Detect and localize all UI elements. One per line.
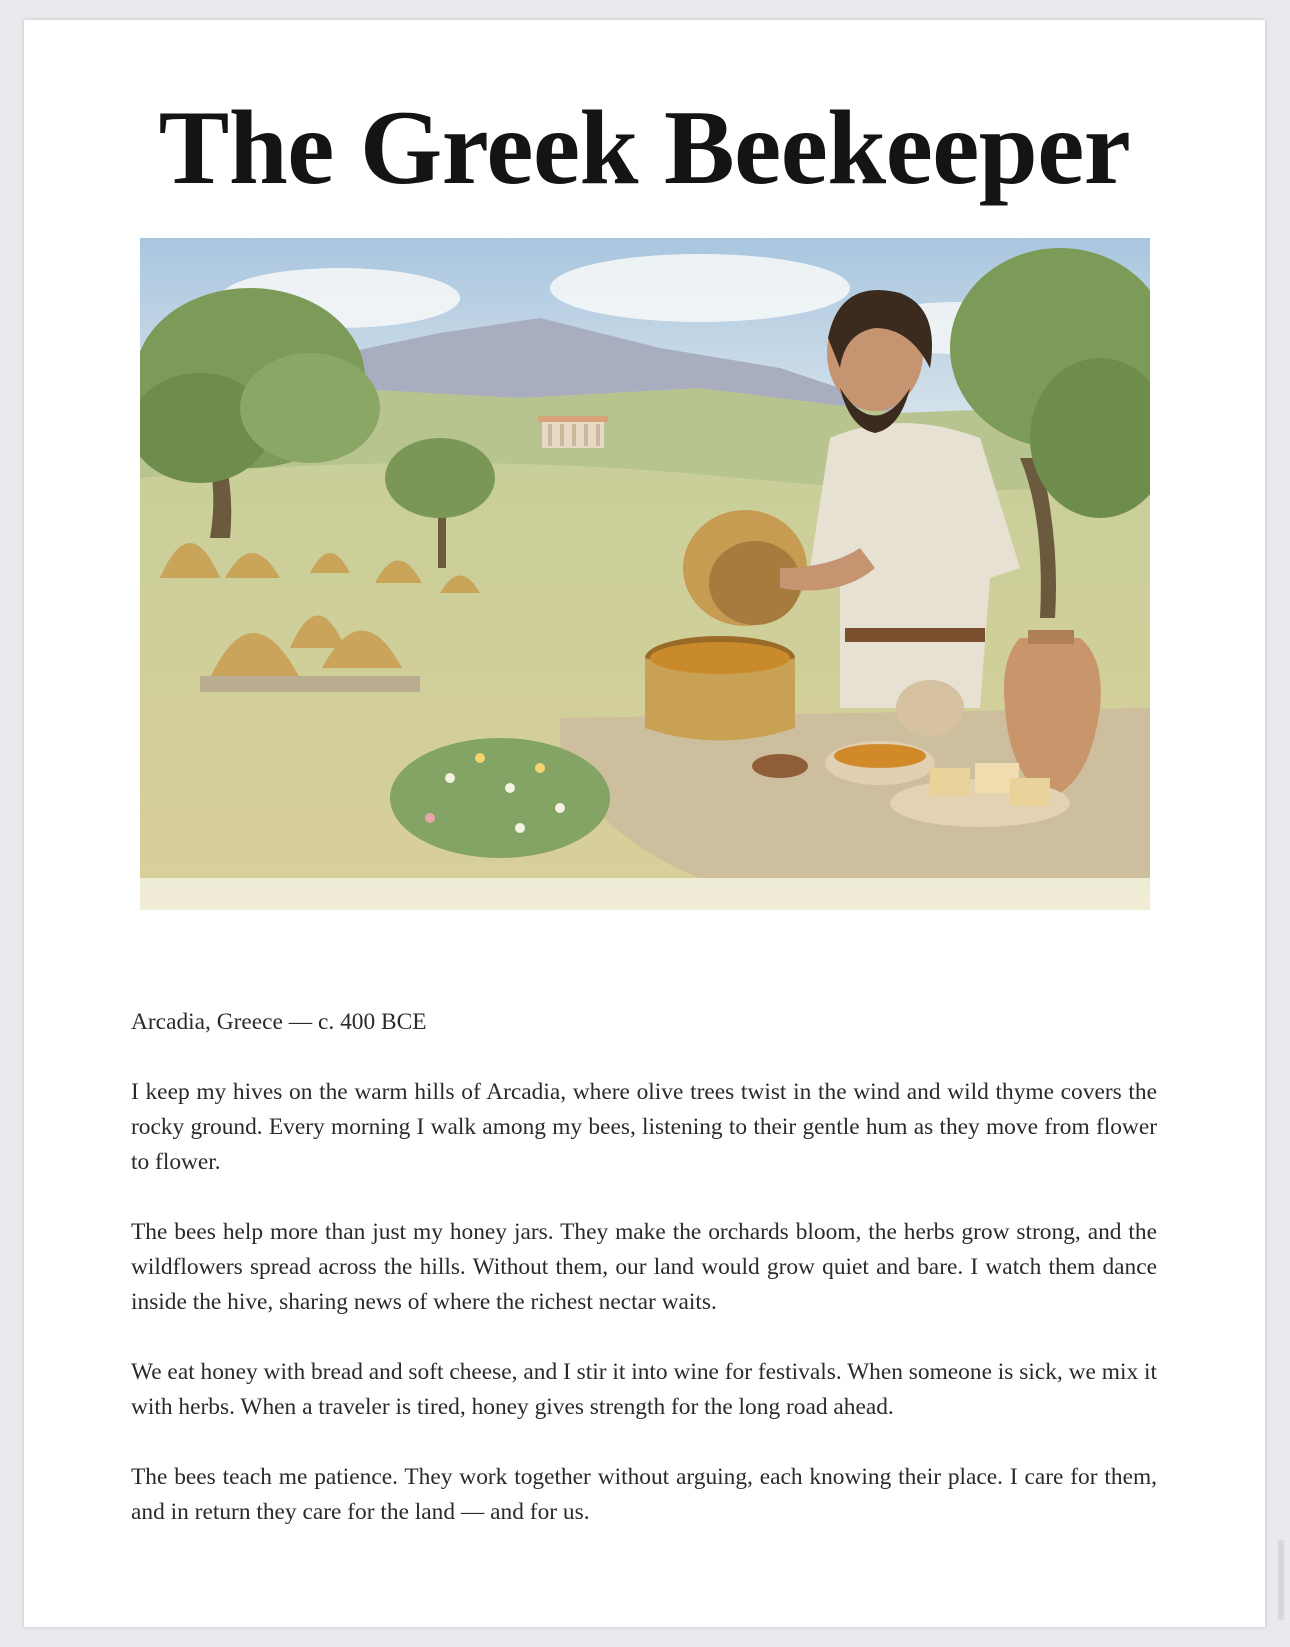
paragraph: I keep my hives on the warm hills of Arcadia, where olive trees twist in the wind and wild thyme covers the rocky ground. Every morning I walk among my bees, listening to their gentle hum as they move from flower to flower. [131, 1079, 1157, 1175]
scrollbar[interactable] [1278, 1540, 1284, 1620]
cloud [550, 254, 850, 322]
cheese [930, 768, 970, 796]
dateline: Arcadia, Greece — c. 400 BCE [131, 1009, 427, 1035]
open-hive [645, 636, 795, 741]
wildflowers [390, 738, 610, 858]
bottom-fade [140, 878, 1150, 910]
honey-bowl-fill [834, 744, 926, 768]
temple [538, 416, 608, 448]
cheese [1010, 778, 1050, 806]
paragraph: The bees teach me patience. They work together without arguing, each knowing their place. I care for them, and in return they care for the land — and for us. [131, 1464, 1157, 1525]
paragraph: The bees help more than just my honey jars. They make the orchards bloom, the herbs grow strong, and the wildflowers spread across the hills. Without them, our land would grow quiet and bare. I watch them dance inside the hive, sharing news of where the richest nectar waits. [131, 1219, 1157, 1315]
honey-jar [896, 680, 964, 736]
story-text [131, 1005, 1157, 1565]
beekeeper-illustration [140, 238, 1150, 910]
small-bowl [752, 754, 808, 778]
illustration-svg [140, 238, 1150, 910]
paragraph: We eat honey with bread and soft cheese, and I stir it into wine for festivals. When someone is sick, we mix it with herbs. When a traveler is tired, honey gives strength for the long road ahead. [131, 1359, 1157, 1420]
page-title: The Greek Beekeeper [158, 89, 1131, 206]
document-page [24, 20, 1265, 1627]
